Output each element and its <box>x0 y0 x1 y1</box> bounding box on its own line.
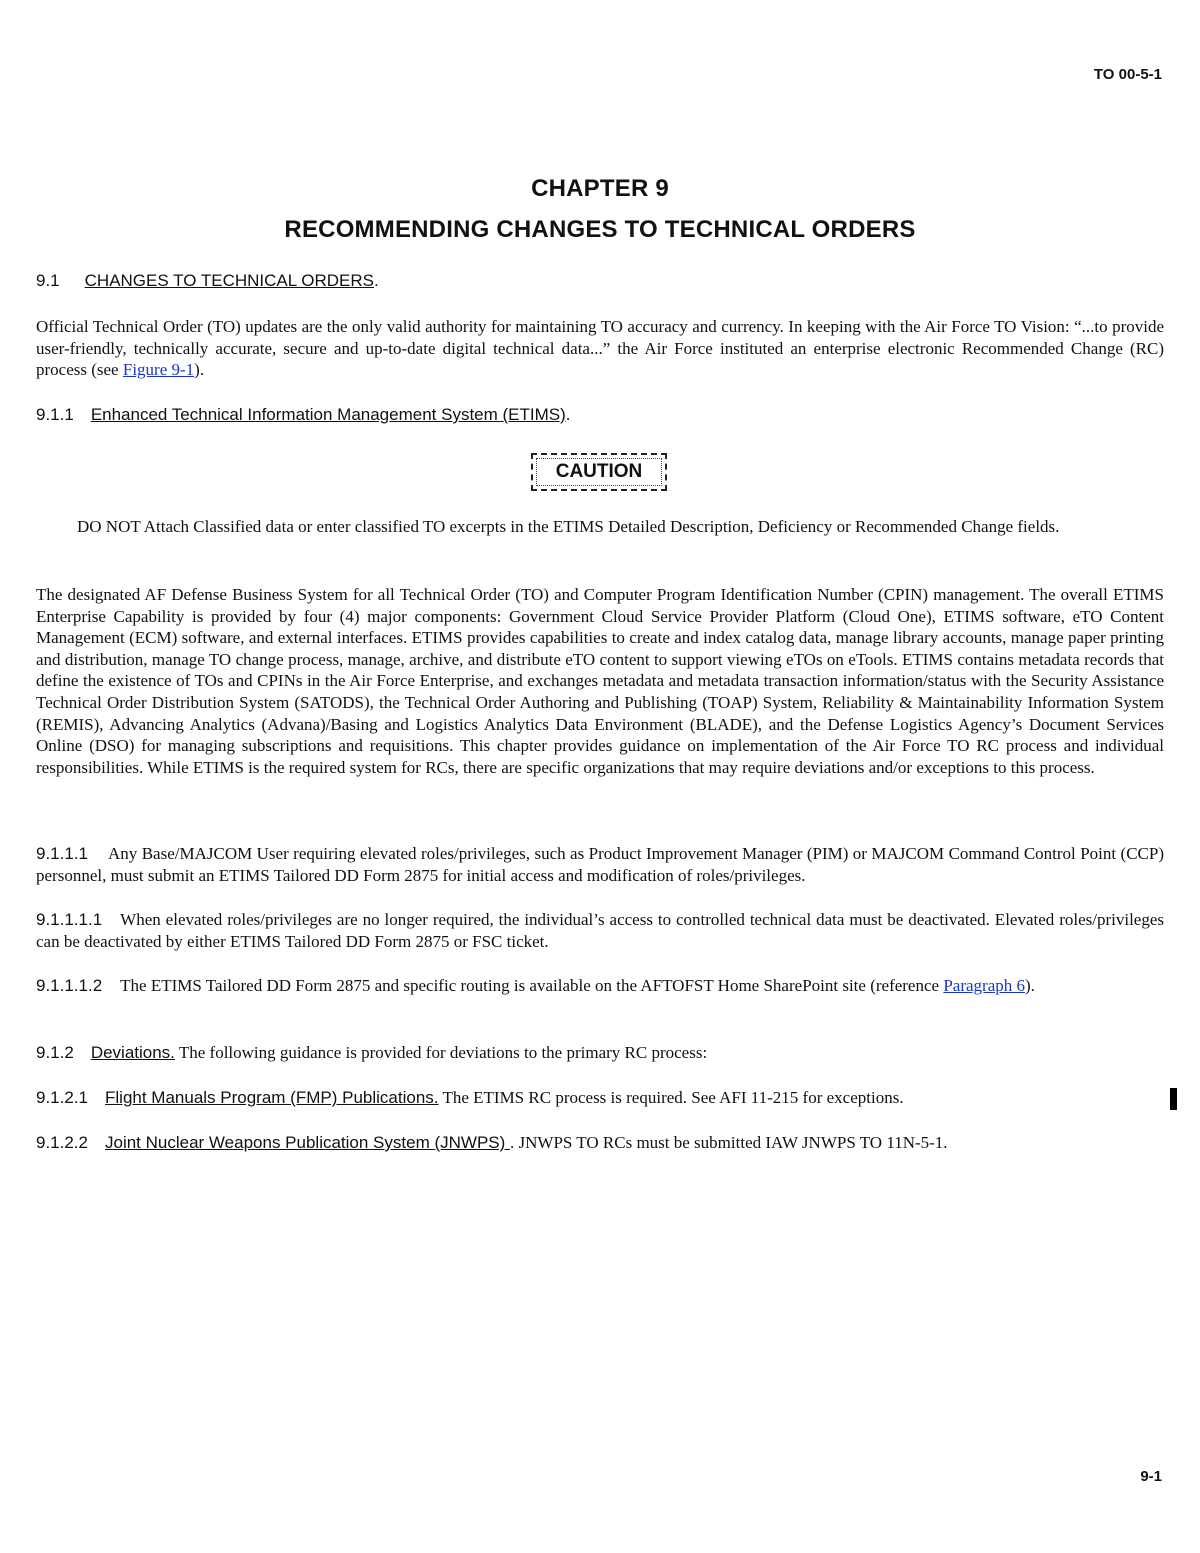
section-number: 9.1.1.1.1 <box>36 910 103 929</box>
paragraph-text: Official Technical Order (TO) updates are the only valid authority for maintaining TO accuracy and currency. In keeping with the Air Force TO Vision: “...to provide user-friendly, technically accurate, secure and up-to-date digital technical data...” the Air Force instituted an enterprise electronic Recommended Change (RC) process (see <box>36 317 1164 380</box>
paragraph-text: Any Base/MAJCOM User requiring elevated roles/privileges, such as Product Improvement Manager (PIM) or MAJCOM Command Control Point (CCP) personnel, must submit an ETIMS Tailored DD Form 2875 for initial access and modification of roles/privileges. <box>36 844 1164 885</box>
section-title: CHANGES TO TECHNICAL ORDERS <box>84 271 375 290</box>
section-9-1-2-paragraph <box>36 1042 1164 1064</box>
paragraph-text: The ETIMS RC process is required. See AFI 11-215 for exceptions. <box>438 1088 904 1107</box>
section-number: 9.1.2.1 <box>36 1088 88 1107</box>
section-title-trail: . <box>374 271 379 290</box>
section-9-1-heading <box>36 270 1164 292</box>
page-number: 9-1 <box>1140 1468 1162 1485</box>
section-number: 9.1.1.1.2 <box>36 976 103 995</box>
etims-description-paragraph: The designated AF Defense Business System for all Technical Order (TO) and Computer Program Identification Number (CPIN) management. The overall ETIMS Enterprise Capability is provided by four (4) major components: Government Cloud Service Provider Platform (Cloud One), ETIMS software, eTO Content Management (ECM) software, and external interfaces. ETIMS provides capabilities to create and index catalog data, manage library accounts, manage paper printing and distribution, manage TO change process, manage, archive, and distribute eTO content to support viewing eTOs on eTools. ETIMS contains metadata records that define the existence of TOs and CPINs in the Air Force Enterprise, and exchanges metadata and metadata transaction information/status with the Security Assistance Technical Order Distribution System (SATODS), the Technical Order Authoring and Publishing (TOAP) System, Reliability & Maintainability Information System (REMIS), Advancing Analytics (Advana)/Basing and Logistics Analytics Data Environment (BLADE), and the Defense Logistics Agency’s Document Services Online (DSO) for managing subscriptions and requisitions. This chapter provides guidance on implementation of the Air Force TO RC process and individual responsibilities. While ETIMS is the required system for RCs, there are specific organizations that may require deviations and/or exceptions to this process. <box>36 585 1164 777</box>
paragraph-text: When elevated roles/privileges are no longer required, the individual’s access to controlled technical data must be deactivated. Elevated roles/privileges can be deactivated by either ETIMS Tailored DD Form 2875 or FSC ticket. <box>36 910 1164 951</box>
section-title: Enhanced Technical Information Management System (ETIMS) <box>90 405 566 424</box>
section-number: 9.1.1 <box>36 405 74 424</box>
section-title: Flight Manuals Program (FMP) Publications. <box>105 1088 439 1107</box>
section-9-1-1-heading <box>36 404 1164 426</box>
section-title: Joint Nuclear Weapons Publication System (JNWPS) <box>105 1133 511 1152</box>
section-9-1-1-1-1-paragraph <box>36 909 1164 952</box>
section-number: 9.1 <box>36 271 60 290</box>
section-9-1-1-1-paragraph <box>36 843 1164 886</box>
section-9-1-1-1-2-paragraph <box>36 975 1164 997</box>
section-9-1-2-2-paragraph <box>36 1132 1164 1154</box>
section-9-1-2-1-paragraph <box>36 1087 1164 1109</box>
paragraph-text: The following guidance is provided for deviations to the primary RC process: <box>174 1043 708 1062</box>
caution-label <box>531 453 667 491</box>
section-number: 9.1.2 <box>36 1043 74 1062</box>
section-title-trail: . <box>565 405 571 424</box>
caution-text-label: CAUTION <box>555 461 643 482</box>
change-bar <box>1170 1088 1177 1110</box>
section-number: 9.1.2.2 <box>36 1133 88 1152</box>
paragraph-trail: ). <box>1025 976 1035 995</box>
section-number: 9.1.1.1 <box>36 844 88 863</box>
figure-9-1-link[interactable]: Figure 9-1 <box>122 360 195 380</box>
caution-text: DO NOT Attach Classified data or enter classified TO excerpts in the ETIMS Detailed Description, Deficiency or Recommended Change fields. <box>77 517 1060 536</box>
paragraph-text: . JNWPS TO RCs must be submitted IAW JNWPS TO 11N-5-1. <box>510 1133 948 1152</box>
paragraph-6-link[interactable]: Paragraph 6 <box>943 976 1025 995</box>
chapter-number: CHAPTER 9 <box>531 175 669 202</box>
section-9-1-paragraph <box>36 316 1164 381</box>
paragraph-trail: ). <box>194 360 205 380</box>
paragraph-text: The ETIMS Tailored DD Form 2875 and specific routing is available on the AFTOFST Home SharePoint site (reference <box>120 976 944 995</box>
section-title: Deviations. <box>90 1043 175 1062</box>
document-id: TO 00-5-1 <box>1093 66 1162 83</box>
chapter-title: RECOMMENDING CHANGES TO TECHNICAL ORDERS <box>284 216 916 243</box>
